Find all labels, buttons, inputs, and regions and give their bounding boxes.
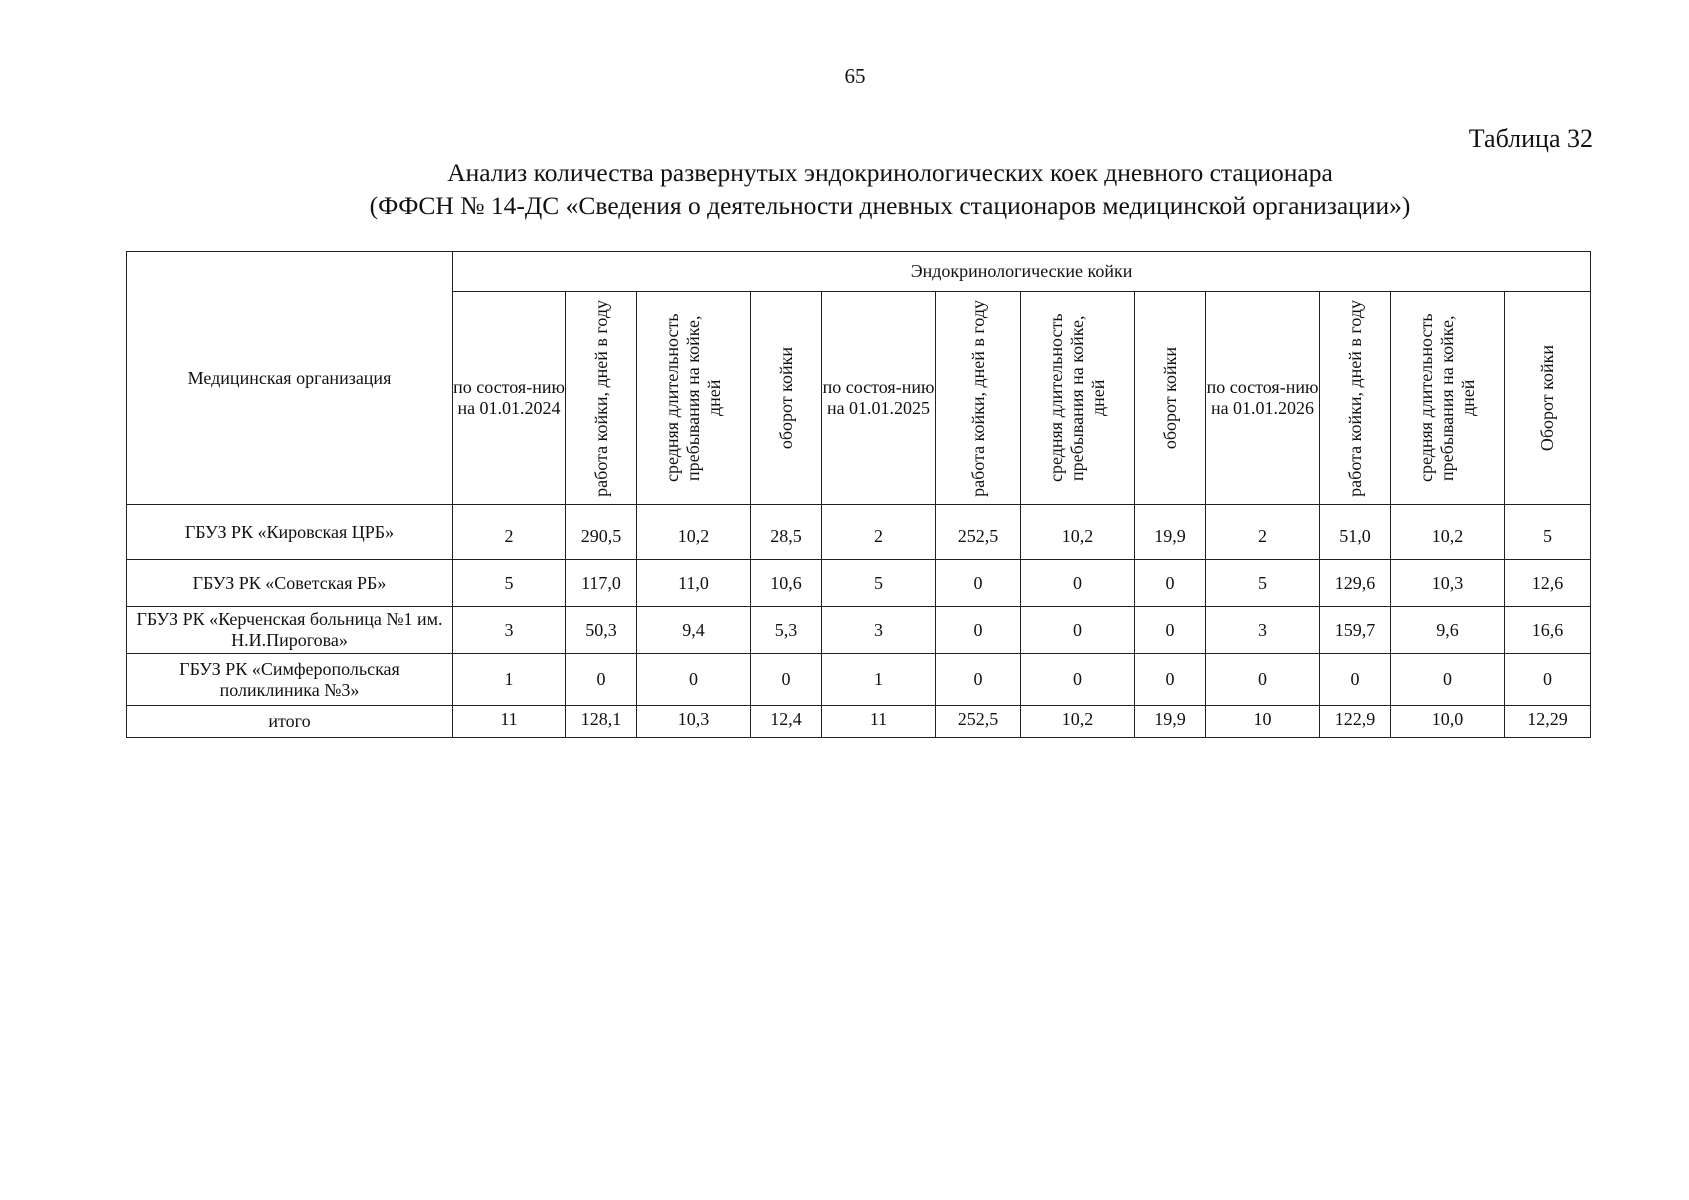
cell-turnover-2026: 12,29 (1505, 706, 1591, 738)
cell-bed-work-2026: 129,6 (1320, 560, 1391, 607)
cell-avg-stay-2024: 0 (637, 654, 751, 706)
cell-beds-2024: 2 (453, 505, 566, 560)
cell-bed-work-2026: 159,7 (1320, 607, 1391, 654)
header-turnover-2026: Оборот койки (1505, 292, 1591, 505)
cell-beds-2024: 3 (453, 607, 566, 654)
cell-turnover-2024: 5,3 (751, 607, 822, 654)
header-bed-work-2025: работа койки, дней в году (936, 292, 1021, 505)
cell-bed-work-2024: 50,3 (566, 607, 637, 654)
cell-avg-stay-2025: 0 (1021, 607, 1135, 654)
title-line-2: (ФФСН № 14-ДС «Сведения о деятельности дневных стационаров медицинской организации») (369, 191, 1411, 220)
header-avg-stay-2026: средняя длительность пребывания на койке, дней (1391, 292, 1505, 505)
cell-turnover-2026: 5 (1505, 505, 1591, 560)
cell-turnover-2024: 10,6 (751, 560, 822, 607)
cell-beds-2026: 0 (1206, 654, 1320, 706)
cell-bed-work-2025: 0 (936, 560, 1021, 607)
table-row (127, 654, 1591, 706)
cell-bed-work-2024: 117,0 (566, 560, 637, 607)
cell-beds-2026: 5 (1206, 560, 1320, 607)
cell-avg-stay-2024: 10,2 (637, 505, 751, 560)
cell-turnover-2025: 19,9 (1135, 706, 1206, 738)
cell-bed-work-2025: 0 (936, 654, 1021, 706)
total-label: итого (127, 706, 453, 738)
cell-turnover-2024: 12,4 (751, 706, 822, 738)
cell-turnover-2024: 28,5 (751, 505, 822, 560)
cell-bed-work-2024: 290,5 (566, 505, 637, 560)
cell-avg-stay-2024: 10,3 (637, 706, 751, 738)
cell-avg-stay-2024: 11,0 (637, 560, 751, 607)
cell-avg-stay-2025: 0 (1021, 654, 1135, 706)
cell-bed-work-2025: 0 (936, 607, 1021, 654)
cell-beds-2026: 10 (1206, 706, 1320, 738)
header-avg-stay-2024: средняя длительность пребывания на койке, дней (637, 292, 751, 505)
org-name: ГБУЗ РК «Симферопольская поликлиника №3» (127, 654, 453, 706)
cell-beds-2025: 2 (822, 505, 936, 560)
cell-beds-2026: 3 (1206, 607, 1320, 654)
table-row (127, 505, 1591, 560)
cell-avg-stay-2025: 10,2 (1021, 505, 1135, 560)
cell-beds-2025: 11 (822, 706, 936, 738)
org-name: ГБУЗ РК «Советская РБ» (127, 560, 453, 607)
table-label: Таблица 32 (1468, 124, 1593, 153)
cell-avg-stay-2025: 10,2 (1021, 706, 1135, 738)
cell-bed-work-2024: 0 (566, 654, 637, 706)
cell-beds-2026: 2 (1206, 505, 1320, 560)
cell-turnover-2026: 16,6 (1505, 607, 1591, 654)
cell-avg-stay-2026: 10,3 (1391, 560, 1505, 607)
cell-beds-2025: 3 (822, 607, 936, 654)
cell-beds-2025: 1 (822, 654, 936, 706)
cell-beds-2024: 5 (453, 560, 566, 607)
header-beds-2025: по состоя-нию на 01.01.2025 (822, 292, 936, 505)
cell-turnover-2026: 12,6 (1505, 560, 1591, 607)
cell-turnover-2026: 0 (1505, 654, 1591, 706)
cell-bed-work-2025: 252,5 (936, 706, 1021, 738)
header-bed-work-2026: работа койки, дней в году (1320, 292, 1391, 505)
table-row (127, 560, 1591, 607)
cell-bed-work-2026: 0 (1320, 654, 1391, 706)
header-turnover-2024: оборот койки (751, 292, 822, 505)
cell-avg-stay-2026: 9,6 (1391, 607, 1505, 654)
cell-turnover-2025: 0 (1135, 560, 1206, 607)
cell-avg-stay-2026: 0 (1391, 654, 1505, 706)
endocrine-beds-table (126, 251, 1591, 738)
group-header-endocrine-beds: Эндокринологические койки (453, 252, 1591, 292)
cell-turnover-2025: 19,9 (1135, 505, 1206, 560)
org-name: ГБУЗ РК «Керченская больница №1 им. Н.И.Пирогова» (127, 607, 453, 654)
header-beds-2024: по состоя-нию на 01.01.2024 (453, 292, 566, 505)
cell-beds-2024: 1 (453, 654, 566, 706)
header-turnover-2025: оборот койки (1135, 292, 1206, 505)
cell-turnover-2025: 0 (1135, 607, 1206, 654)
cell-avg-stay-2025: 0 (1021, 560, 1135, 607)
cell-avg-stay-2026: 10,2 (1391, 505, 1505, 560)
cell-avg-stay-2024: 9,4 (637, 607, 751, 654)
header-avg-stay-2025: средняя длительность пребывания на койке, дней (1021, 292, 1135, 505)
header-bed-work-2024: работа койки, дней в году (566, 292, 637, 505)
document-title (0, 156, 1689, 222)
cell-bed-work-2026: 122,9 (1320, 706, 1391, 738)
table-row (127, 607, 1591, 654)
cell-avg-stay-2026: 10,0 (1391, 706, 1505, 738)
header-beds-2026: по состоя-нию на 01.01.2026 (1206, 292, 1320, 505)
org-name: ГБУЗ РК «Кировская ЦРБ» (127, 505, 453, 560)
page-number: 65 (844, 64, 866, 88)
cell-bed-work-2026: 51,0 (1320, 505, 1391, 560)
cell-beds-2024: 11 (453, 706, 566, 738)
cell-turnover-2024: 0 (751, 654, 822, 706)
table-row-total (127, 706, 1591, 738)
cell-beds-2025: 5 (822, 560, 936, 607)
cell-bed-work-2025: 252,5 (936, 505, 1021, 560)
org-column-header: Медицинская организация (127, 252, 453, 505)
cell-turnover-2025: 0 (1135, 654, 1206, 706)
cell-bed-work-2024: 128,1 (566, 706, 637, 738)
title-line-1: Анализ количества развернутых эндокринологических коек дневного стационара (447, 158, 1333, 187)
